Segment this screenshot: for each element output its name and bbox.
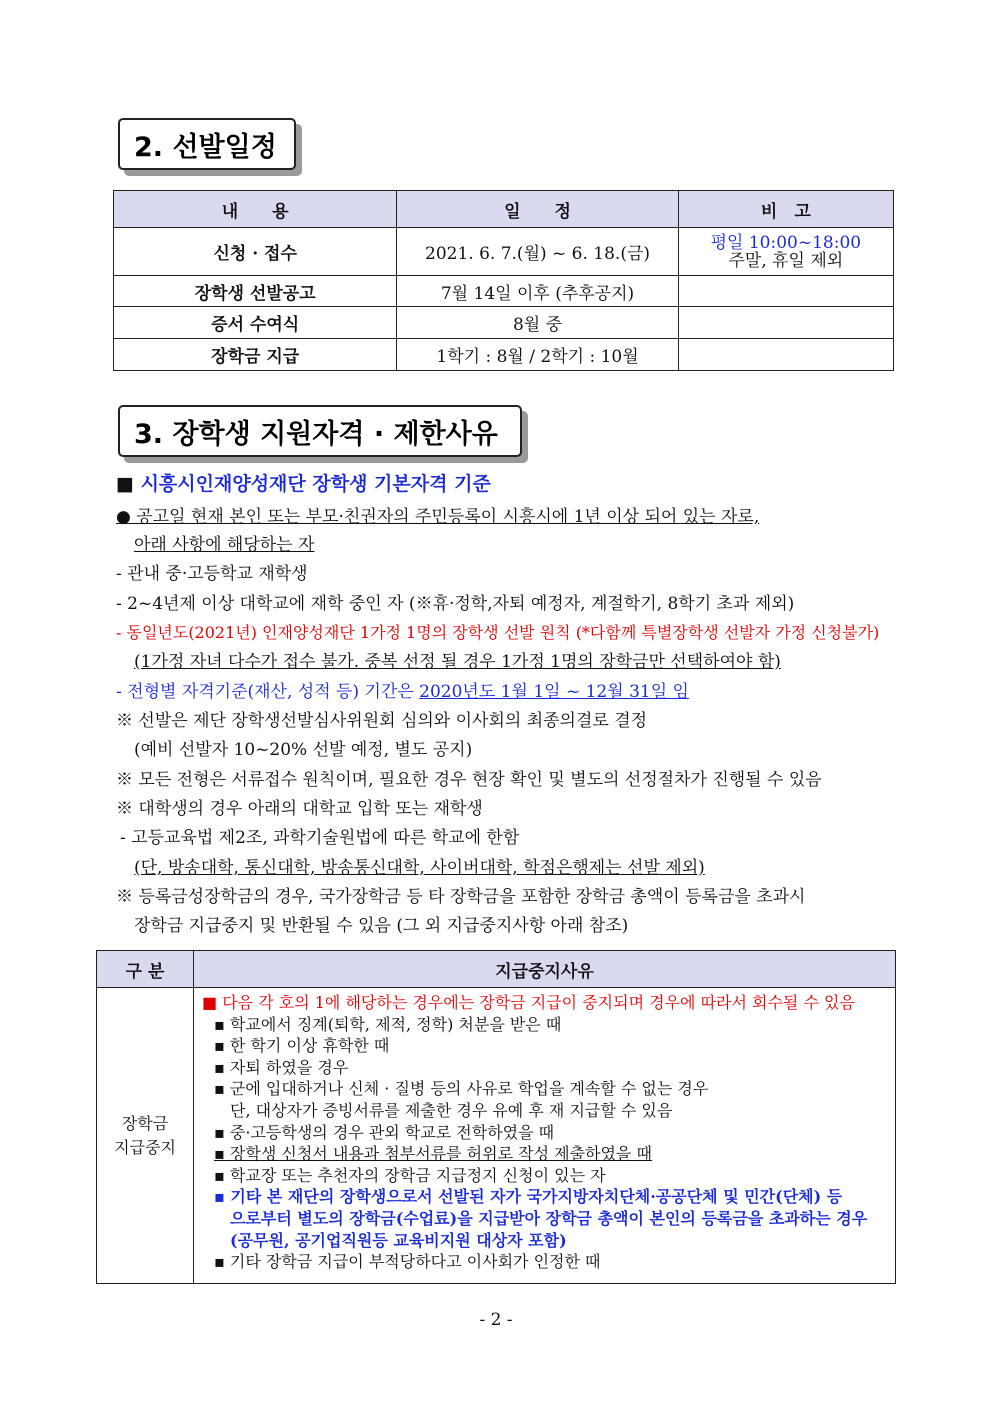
category-cell — [97, 988, 194, 1284]
reason-item-highlight: ▪ 기타 본 재단의 장학생으로서 선발된 자가 국가지방자치단체·공공단체 및 민간(단체) 등 — [214, 1187, 843, 1207]
reason-item: ▪ 한 학기 이상 휴학한 때 — [214, 1036, 390, 1056]
reason-item-highlight: (공무원, 공기업직원등 교육비지원 대상자 포함) — [214, 1230, 567, 1250]
col-header-reason: 지급중지사유 — [194, 951, 896, 988]
criteria-line: - 고등교육법 제2조, 과학기술원법에 따른 학교에 한함 — [120, 828, 520, 848]
row-item: 장학생 선발공고 — [114, 276, 397, 307]
row-schedule: 1학기 : 8월 / 2학기 : 10월 — [397, 339, 678, 371]
reason-intro-text: 다음 각 호의 1에 해당하는 경우에는 장학금 지급이 중지되며 경우에 따라서 회수될 수 있음 — [222, 993, 855, 1012]
page-number: - 2 - — [479, 1310, 513, 1330]
row-note — [678, 228, 893, 276]
col-header-content: 내 용 — [114, 191, 397, 228]
reason-item: ▪ 기타 장학금 지급이 부적당하다고 이사회가 인정한 때 — [214, 1252, 601, 1272]
reason-item-highlight: 으로부터 별도의 장학금(수업료)을 지급받아 장학금 총액이 본인의 등록금을 초과하는 경우 — [214, 1208, 868, 1228]
reason-cell — [194, 988, 896, 1284]
criteria-line: (예비 선발자 10~20% 선발 예정, 별도 공지) — [134, 740, 473, 760]
criteria-subtitle-text: 시흥시인재양성재단 장학생 기본자격 기준 — [140, 473, 491, 495]
category-line1: 장학금 — [121, 1113, 169, 1133]
criteria-subtitle — [116, 473, 491, 495]
criteria-line: - 2~4년제 이상 대학교에 재학 중인 자 (※휴·정학,자퇴 예정자, 계절학기, 8학기 초과 제외) — [116, 594, 795, 614]
criteria-line: - 관내 중·고등학교 재학생 — [116, 564, 308, 584]
note-line1: 평일 10:00~18:00 — [710, 232, 862, 253]
criteria-line: ● 공고일 현재 본인 또는 부모·친권자의 주민등록이 시흥시에 1년 이상 되어 있는 자로, — [116, 507, 760, 527]
schedule-table — [113, 190, 894, 371]
row-schedule: 7월 14일 이후 (추후공지) — [397, 276, 678, 307]
reason-intro — [202, 992, 887, 1014]
row-item: 신청 · 접수 — [114, 228, 397, 276]
col-header-category: 구 분 — [97, 951, 194, 988]
row-note — [678, 276, 893, 307]
reason-item: ▪ 장학생 신청서 내용과 첨부서류를 허위로 작성 제출하였을 때 — [214, 1144, 652, 1164]
row-note — [678, 307, 893, 339]
section2-title: 2. 선발일정 — [134, 131, 277, 163]
suspension-table — [96, 950, 896, 1284]
criteria-line: ※ 선발은 제단 장학생선발심사위원회 심의와 이사회의 최종의결로 결정 — [116, 711, 648, 731]
row-item: 장학금 지급 — [114, 339, 397, 371]
row-note — [678, 339, 893, 371]
category-line2: 지급중지 — [114, 1137, 176, 1157]
reason-item: ▪ 학교에서 징계(퇴학, 제적, 정학) 처분을 받은 때 — [214, 1014, 562, 1034]
col-header-schedule: 일 정 — [397, 191, 678, 228]
square-bullet-icon: ■ — [202, 993, 218, 1012]
criteria-line: - 동일년도(2021년) 인재양성재단 1가정 1명의 장학생 선발 원칙 (*다함께 특별장학생 선발자 가정 신청불가) — [116, 623, 880, 642]
row-item: 증서 수여식 — [114, 307, 397, 339]
criteria-line: (1가정 자녀 다수가 접수 불가. 중복 선정 될 경우 1가정 1명의 장학금만 선택하여야 함) — [134, 652, 781, 672]
reason-list — [202, 992, 887, 1273]
row-schedule: 2021. 6. 7.(월) ~ 6. 18.(금) — [397, 228, 678, 276]
criteria-line: ※ 대학생의 경우 아래의 대학교 입학 또는 재학생 — [116, 799, 483, 819]
col-header-note: 비 고 — [678, 191, 893, 228]
section3-title: 3. 장학생 지원자격 · 제한사유 — [134, 418, 498, 450]
criteria-line: (단, 방송대학, 통신대학, 방송통신대학, 사이버대학, 학점은행제는 선발 제외) — [134, 858, 705, 878]
criteria-line — [116, 681, 689, 703]
section3-heading — [118, 405, 522, 457]
period-value: 2020년도 1월 1일 ~ 12월 31일 임 — [419, 682, 689, 702]
note-line2: 주말, 휴일 제외 — [728, 250, 844, 271]
reason-item: ▪ 중·고등학생의 경우 관외 학교로 전학하였을 때 — [214, 1122, 555, 1142]
criteria-line: ※ 모든 전형은 서류접수 원칙이며, 필요한 경우 현장 확인 및 별도의 선정절차가 진행될 수 있음 — [116, 770, 822, 790]
section2-heading — [118, 118, 296, 170]
criteria-line: 아래 사항에 해당하는 자 — [134, 535, 315, 555]
criteria-line: ※ 등록금성장학금의 경우, 국가장학금 등 타 장학금을 포함한 장학금 총액이 등록금을 초과시 — [116, 887, 806, 907]
reason-item: ▪ 학교장 또는 추천자의 장학금 지급정지 신청이 있는 자 — [214, 1165, 606, 1185]
reason-item: 단, 대상자가 증빙서류를 제출한 경우 유예 후 재 지급할 수 있음 — [214, 1100, 673, 1120]
reason-item: ▪ 자퇴 하였을 경우 — [214, 1057, 349, 1077]
reason-item: ▪ 군에 입대하거나 신체 · 질병 등의 사유로 학업을 계속할 수 없는 경우 — [214, 1079, 709, 1099]
criteria-line: 장학금 지급중지 및 반환될 수 있음 (그 외 지급중지사항 아래 참조) — [134, 916, 629, 936]
period-label: - 전형별 자격기준(재산, 성적 등) 기간은 — [116, 682, 420, 702]
square-bullet-icon: ■ — [116, 473, 134, 495]
row-schedule: 8월 중 — [397, 307, 678, 339]
